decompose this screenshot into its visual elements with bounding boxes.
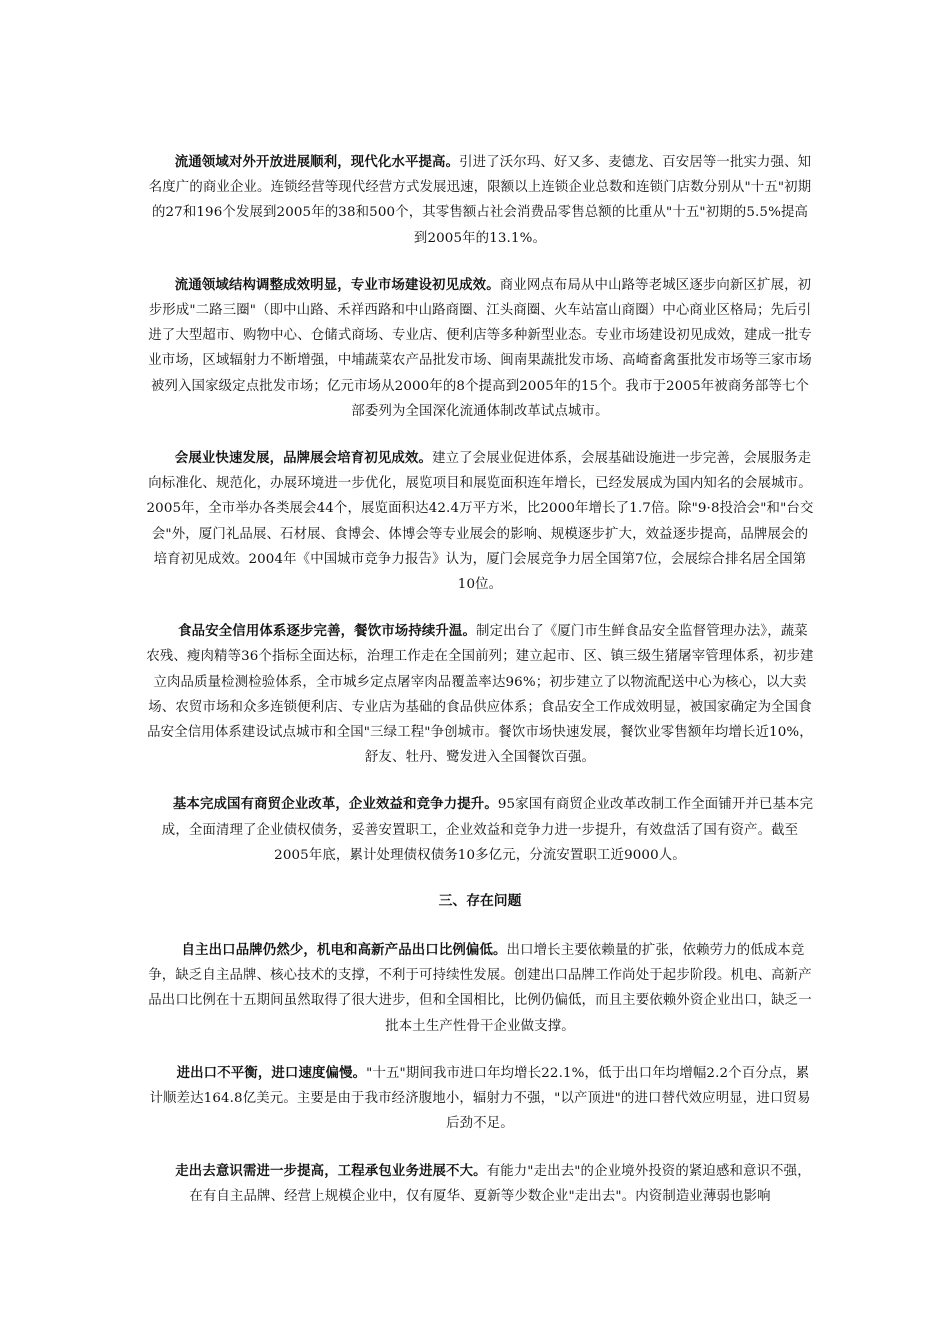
paragraph-body: 商业网点布局从中山路等老城区逐步向新区扩展，初步形成"二路三圈"（即中山路、禾祥西路和中山路商圈、江头商圈、火车站富山商圈）中心商业区格局；先后引进了大型超市、购物中心、仓储式商场、专业店、便利店等多种新型业态。专业市场建设初见成效，建成一批专业市场，区域辐射力不断增强，中埔蔬菜农产品批发市场、闽南果蔬批发市场、高崎畜禽蛋批发市场等三家市场被列入国家级定点批发市场；亿元市场从2000年的8个提高到2005年的15个。我市于2005年被商务部等七个部委列为全国深化流通体制改革试点城市。 [148, 277, 812, 419]
paragraph-lead: 会展业快速发展，品牌展会培育初见成效。 [174, 450, 433, 467]
paragraph-trade-balance [146, 1061, 814, 1137]
paragraph-lead: 基本完成国有商贸企业改革，企业效益和竞争力提升。 [172, 796, 498, 813]
paragraph-lead: 流通领域结构调整成效明显，专业市场建设初见成效。 [174, 276, 500, 293]
paragraph-lead: 食品安全信用体系逐步完善，餐饮市场持续升温。 [178, 623, 477, 640]
paragraph-lead: 流通领域对外开放进展顺利，现代化水平提高。 [174, 154, 460, 170]
paragraph-body: 有能力"走出去"的企业境外投资的紧迫感和意识不强，在有自主品牌、经营上规模企业中，仅有厦华、夏新等少数企业"走出去"。内资制造业薄弱也影响 [189, 1163, 811, 1204]
paragraph-lead: 自主出口品牌仍然少，机电和高新产品出口比例偏低。 [181, 942, 507, 959]
paragraph-body: 制定出台了《厦门市生鲜食品安全监督管理办法》，蔬菜农残、瘦肉精等36个指标全面达标，治理工作走在全国前列；建立起市、区、镇三级生猪屠宰管理体系，初步建立肉品质量检测检验体系，全市城乡定点屠宰肉品覆盖率达96%；初步建立了以物流配送中心为核心，以大卖场、农贸市场和众多连锁便利店、专业店为基础的食品供应体系；食品安全工作成效明显，被国家确定为全国食品安全信用体系建设试点城市和全国"三绿工程"争创城市。餐饮市场快速发展，餐饮业零售额年均增长近10%，舒友、牡丹、鹭发进入全国餐饮百强。 [146, 624, 814, 766]
section-heading: 三、存在问题 [438, 893, 522, 910]
paragraph-lead: 进出口不平衡，进口速度偏慢。 [176, 1064, 367, 1081]
paragraph-body: 引进了沃尔玛、好又多、麦德龙、百安居等一批实力强、知名度广的商业企业。连锁经营等现代经营方式发展迅速，限额以上连锁企业总数和连锁门店数分别从"十五"初期的27和196个发展到2005年的38和500个，其零售额占社会消费品零售总额的比重从"十五"初期的5.5%提高到2005年的13.1%。 [148, 155, 812, 246]
paragraph-body: "十五"期间我市进口年均增长22.1%，低于出口年均增幅2.2个百分点，累计顺差达164.8亿美元。主要是由于我市经济腹地小，辐射力不强，"以产顶进"的进口替代效应明显，进口贸易后劲不足。 [149, 1065, 811, 1132]
paragraph-body: 95家国有商贸企业改革改制工作全面铺开并已基本完成，全面清理了企业债权债务，妥善安置职工，企业效益和竞争力进一步提升，有效盘活了国有资产。截至2005年底，累计处理债权债务10多亿元，分流安置职工近9000人。 [161, 797, 814, 863]
paragraph-export-brands [146, 938, 814, 1039]
paragraph-food-safety [146, 619, 814, 770]
paragraph-soe-reform [146, 792, 814, 868]
paragraph-openness [146, 150, 814, 251]
paragraph-structure [146, 273, 814, 424]
paragraph-going-global [146, 1159, 814, 1209]
paragraph-exhibition [146, 446, 814, 597]
paragraph-lead: 走出去意识需进一步提高，工程承包业务进展不大。 [175, 1162, 487, 1179]
document-page [146, 150, 814, 1209]
paragraph-body: 出口增长主要依赖量的扩张，依赖劳力的低成本竞争，缺乏自主品牌、核心技术的支撑，不利于可持续性发展。创建出口品牌工作尚处于起步阶段。机电、高新产品出口比例在十五期间虽然取得了很大进步，但和全国相比，比例仍偏低，而且主要依赖外资企业出口，缺乏一批本土生产性骨干企业做支撑。 [148, 943, 812, 1034]
paragraph-body: 建立了会展业促进体系，会展基础设施进一步完善，会展服务走向标准化、规范化，办展环境进一步优化，展览项目和展览面积连年增长，已经发展成为国内知名的会展城市。2005年，全市举办各类展会44个，展览面积达42.4万平方米，比2000年增长了1.7倍。除"9·8投洽会"和"台交会"外，厦门礼品展、石材展、食博会、体博会等专业展会的影响、规模逐步扩大，效益逐步提高，品牌展会的培育初见成效。2004年《中国城市竞争力报告》认为，厦门会展竞争力居全国第7位，会展综合排名居全国第10位。 [146, 451, 814, 593]
